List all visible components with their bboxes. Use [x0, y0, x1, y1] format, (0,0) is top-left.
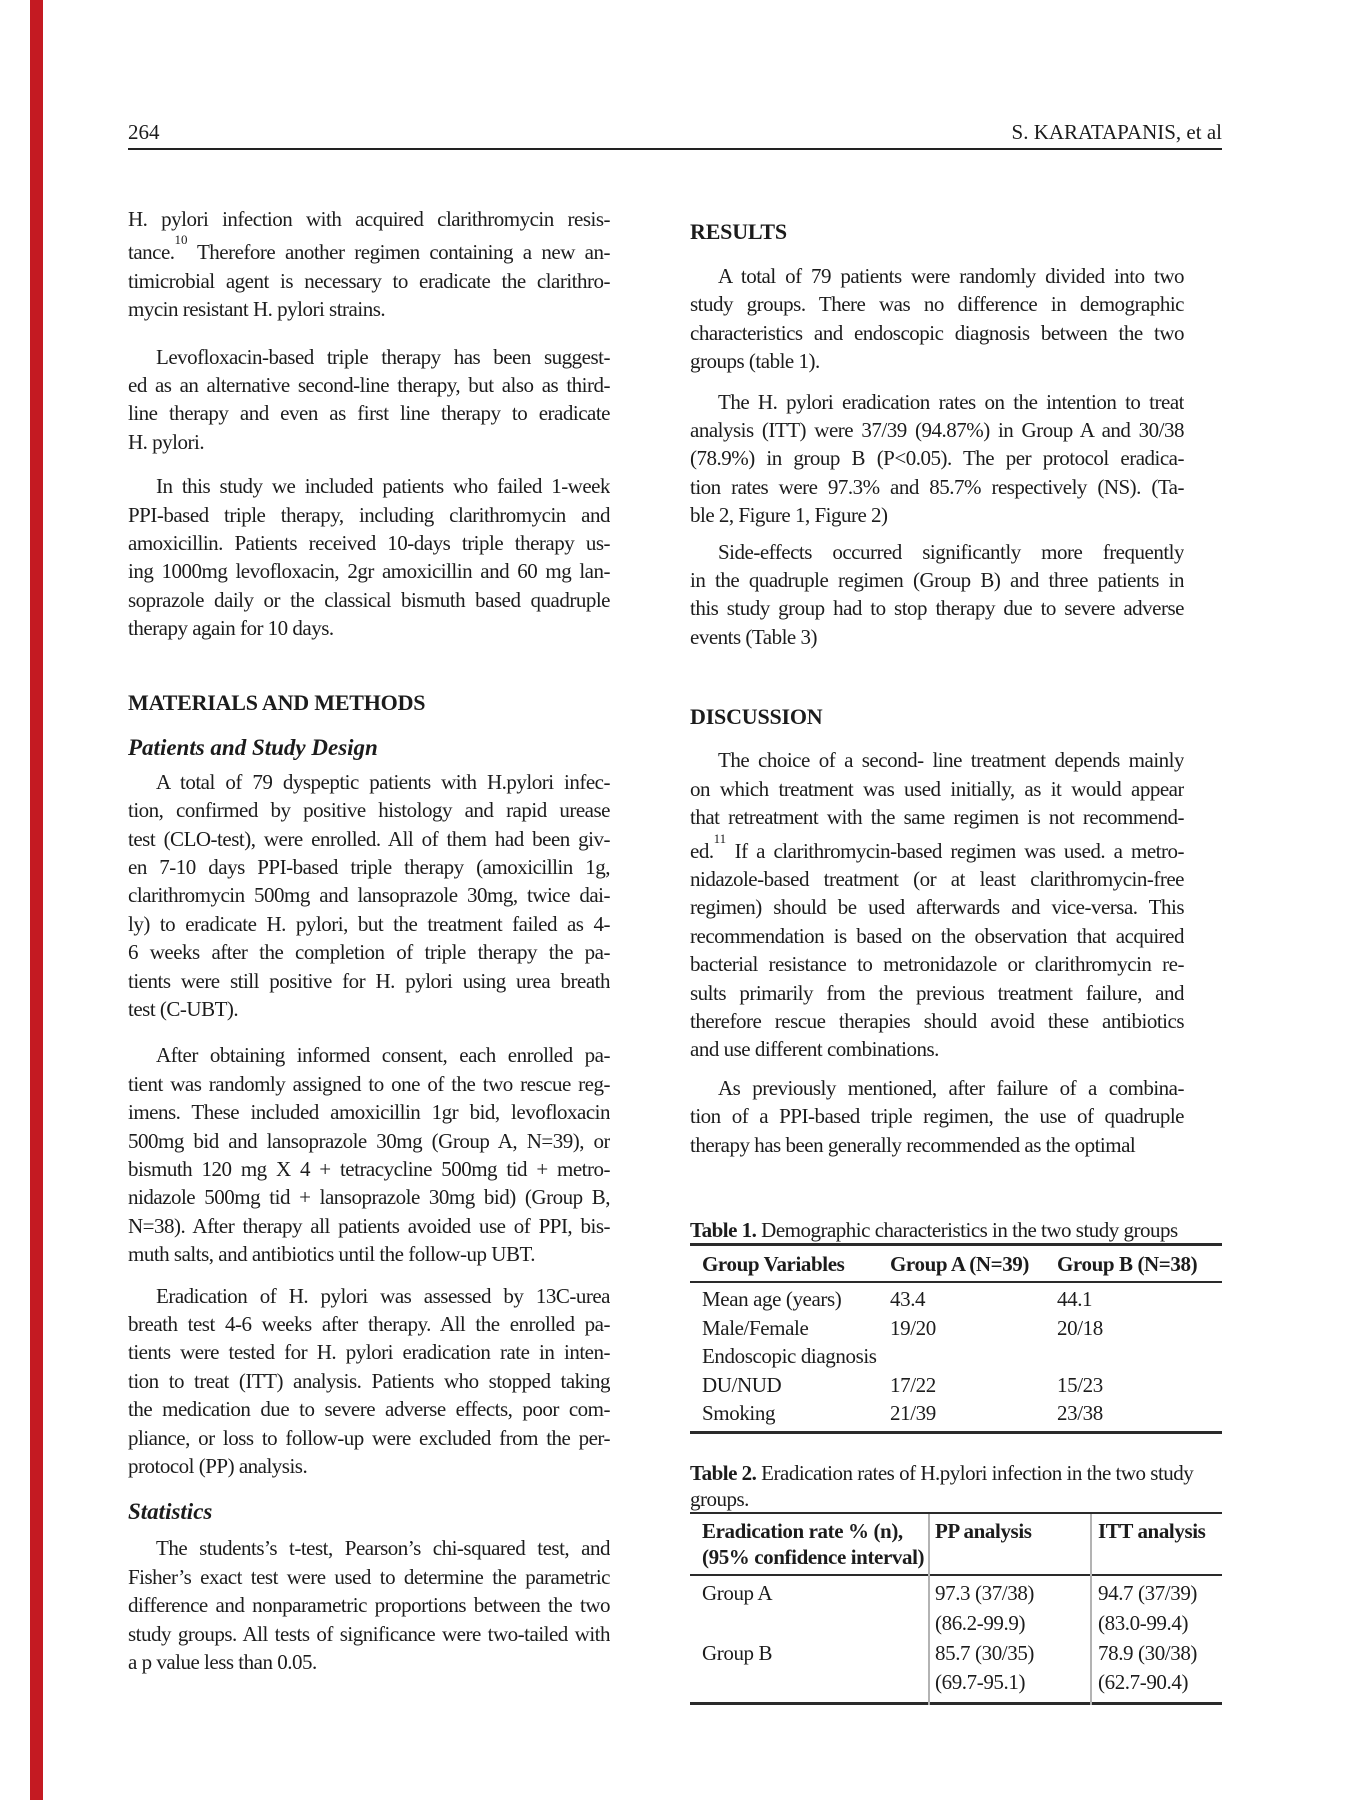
text-line: tance.$^{10}$ Therefore another regimen containing a new an-: [128, 233, 610, 265]
text-line: nidazole-based treatment (or at least clarithromycin-free: [690, 866, 1184, 891]
table-1-caption: Table 1. Demographic characteristics in the two study groups: [690, 1217, 1178, 1242]
table-1: [690, 1217, 1222, 1434]
text-line: sults primarily from the previous treatment failure, and: [690, 980, 1184, 1005]
running-head: S. KARATAPANIS, et al: [1011, 120, 1222, 144]
table-row: Smoking 21/39 23/38: [702, 1401, 1103, 1425]
section-heading: RESULTS: [690, 219, 787, 244]
text-line: bacterial resistance to metronidazole or clarithromycin re-: [690, 952, 1184, 977]
text-line: line therapy and even as first line therapy to eradicate: [128, 401, 610, 426]
text-line: tient was randomly assigned to one of the two rescue reg-: [128, 1071, 610, 1096]
text-line: tion, confirmed by positive histology and rapid urease: [128, 798, 610, 823]
text-line: timicrobial agent is necessary to eradicate the clarithro-: [128, 268, 610, 293]
page-header: [128, 114, 1222, 150]
paragraph: [690, 388, 1184, 530]
text-line: pliance, or loss to follow-up were excluded from the per-: [128, 1425, 610, 1450]
paragraph: [128, 768, 610, 1024]
text-line: clarithromycin 500mg and lansoprazole 30mg, twice dai-: [128, 883, 610, 908]
table-2-header-row: [690, 1514, 1222, 1576]
paragraph: [690, 746, 1184, 1063]
text-line: The choice of a second- line treatment depends mainly: [718, 748, 1184, 773]
table-row: Group A 97.3 (37/38) 94.7 (37/39): [702, 1581, 1198, 1606]
table-row: Endoscopic diagnosis: [702, 1344, 877, 1369]
table-1-header-row: [690, 1243, 1222, 1283]
text-line: a p value less than 0.05.: [128, 1650, 317, 1675]
paragraph: [690, 1074, 1184, 1159]
text-line: Eradication of H. pylori was assessed by 13C-urea: [156, 1283, 610, 1308]
table-2-grid: [690, 1512, 1222, 1704]
text-line: recommendation is based on the observation that acquired: [690, 923, 1184, 948]
text-line: tion to treat (ITT) analysis. Patients who stopped taking: [128, 1368, 610, 1393]
paragraph: [690, 538, 1184, 652]
table-row: (86.2-99.9) (83.0-99.4): [935, 1611, 1189, 1635]
text-line: test (C-UBT).: [128, 996, 239, 1021]
paragraph: [128, 343, 610, 457]
text-line: ing 1000mg levofloxacin, 2gr amoxicillin and 60 mg lan-: [128, 559, 610, 584]
text-line: The H. pylori eradication rates on the intention to treat: [718, 389, 1184, 414]
text-line: that retreatment with the same regimen is not recommend-: [690, 805, 1184, 830]
text-line: The students’s t-test, Pearson’s chi-squared test, and: [156, 1536, 610, 1561]
table-1-body: [690, 1283, 1222, 1434]
text-line: Side-effects occurred significantly more frequently: [718, 539, 1184, 564]
text-line: mycin resistant H. pylori strains.: [128, 297, 386, 322]
text-line: Levofloxacin-based triple therapy has been suggest-: [156, 344, 610, 369]
text-line: in the quadruple regimen (Group B) and three patients in: [690, 568, 1184, 593]
table-2-header: ITT analysis: [1098, 1519, 1206, 1544]
table-1-header: Group Variables: [702, 1251, 845, 1276]
text-line: study groups. All tests of significance were two-tailed with: [128, 1621, 610, 1646]
text-line: difference and nonparametric proportions between the two: [128, 1593, 610, 1618]
sub-heading: Patients and Study Design: [128, 734, 378, 760]
text-line: ly) to eradicate H. pylori, but the treatment failed as 4-: [128, 911, 610, 936]
text-line: ed as an alternative second-line therapy, but also as third-: [128, 373, 610, 398]
text-line: on which treatment was used initially, as it would appear: [690, 776, 1184, 801]
table-row: (69.7-95.1) (62.7-90.4): [935, 1670, 1189, 1695]
text-line: imens. These included amoxicillin 1gr bid, levofloxacin: [128, 1100, 610, 1125]
text-line: PPI-based triple therapy, including clarithromycin and: [128, 502, 610, 527]
text-line: bismuth 120 mg X 4 + tetracycline 500mg tid + metro-: [128, 1156, 610, 1181]
table-2-caption-line2: groups.: [690, 1487, 749, 1512]
text-line: test (CLO-test), were enrolled. All of them had been giv-: [128, 826, 610, 851]
text-line: ble 2, Figure 1, Figure 2): [690, 503, 888, 528]
text-line: N=38). After therapy all patients avoided use of PPI, bis-: [128, 1213, 610, 1238]
table-2-body: [690, 1576, 1222, 1704]
text-line: analysis (ITT) were 37/39 (94.87%) in Group A and 30/38: [690, 418, 1184, 443]
red-accent-bar: [30, 0, 43, 1800]
text-line: tients were tested for H. pylori eradication rate in inten-: [128, 1340, 610, 1365]
table-row: Male/Female 19/20 20/18: [702, 1315, 1103, 1340]
text-line: 6 weeks after the completion of triple therapy the pa-: [128, 940, 610, 965]
page-number: 264: [128, 120, 160, 144]
table-row: Group B 85.7 (30/35) 78.9 (30/38): [702, 1640, 1198, 1665]
text-line: After obtaining informed consent, each enrolled pa-: [156, 1043, 610, 1068]
right-column: [690, 205, 1222, 1705]
section-heading: DISCUSSION: [690, 704, 823, 730]
text-line: groups (table 1).: [690, 349, 820, 374]
table-1-header: Group B (N=38): [1057, 1251, 1198, 1276]
sub-heading: Statistics: [128, 1499, 213, 1525]
column-divider: [928, 1514, 930, 1704]
text-line: characteristics and endoscopic diagnosis between the two: [690, 320, 1184, 345]
table-1-header: Group A (N=39): [890, 1251, 1030, 1276]
text-line: amoxicillin. Patients received 10-days triple therapy us-: [128, 531, 610, 556]
text-line: Fisher’s exact test were used to determine the parametric: [128, 1564, 610, 1589]
text-line: regimen) should be used afterwards and vice-versa. This: [690, 895, 1184, 920]
text-line: en 7-10 days PPI-based triple therapy (amoxicillin 1g,: [128, 854, 610, 879]
text-line: and use different combinations.: [690, 1037, 939, 1062]
section-heading: MATERIALS AND METHODS: [128, 689, 426, 715]
text-line: tion rates were 97.3% and 85.7% respectively (NS). (Ta-: [690, 474, 1184, 499]
table-2: [690, 1460, 1222, 1704]
paragraph: [128, 1534, 610, 1676]
table-row: DU/NUD 17/22 15/23: [702, 1372, 1103, 1397]
text-line: H. pylori.: [128, 429, 205, 454]
paragraph: [128, 472, 610, 642]
paragraph: [128, 1041, 610, 1268]
left-column: [128, 205, 610, 1676]
text-line: H. pylori infection with acquired clarithromycin resis-: [128, 207, 610, 231]
text-line: nidazole 500mg tid + lansoprazole 30mg bid) (Group B,: [128, 1185, 610, 1210]
table-2-header: PP analysis: [935, 1519, 1032, 1544]
text-line: (78.9%) in group B (P<0.05). The per protocol eradica-: [690, 446, 1184, 471]
text-line: tients were still positive for H. pylori using urea breath: [128, 968, 610, 993]
text-line: In this study we included patients who failed 1-week: [156, 474, 610, 499]
text-line: tion of a PPI-based triple regimen, the use of quadruple: [690, 1104, 1184, 1129]
text-line: A total of 79 patients were randomly divided into two: [718, 264, 1184, 288]
text-line: A total of 79 dyspeptic patients with H.pylori infec-: [156, 769, 610, 794]
paragraph: [128, 205, 610, 324]
text-line: breath test 4-6 weeks after therapy. All the enrolled pa-: [128, 1312, 610, 1336]
paragraph: [128, 1282, 610, 1481]
text-line: therapy again for 10 days.: [128, 616, 334, 641]
text-line: 500mg bid and lansoprazole 30mg (Group A, N=39), or: [128, 1128, 610, 1153]
text-line: study groups. There was no difference in demographic: [690, 292, 1184, 317]
table-2-caption: Table 2. Eradication rates of H.pylori infection in the two study: [690, 1461, 1194, 1486]
text-line: therefore rescue therapies should avoid these antibiotics: [690, 1008, 1184, 1033]
text-line: the medication due to severe adverse effects, poor com-: [128, 1397, 610, 1422]
paragraph: [690, 262, 1184, 376]
text-line: this study group had to stop therapy due to severe adverse: [690, 596, 1184, 621]
text-line: events (Table 3): [690, 624, 817, 649]
text-line: therapy has been generally recommended as the optimal: [690, 1132, 1136, 1157]
text-line: ed.$^{11}$ If a clarithromycin-based regimen was used. a metro-: [690, 831, 1184, 863]
text-line: protocol (PP) analysis.: [128, 1454, 308, 1479]
text-line: muth salts, and antibiotics until the follow-up UBT.: [128, 1242, 535, 1267]
column-divider: [1090, 1514, 1092, 1704]
text-line: soprazole daily or the classical bismuth based quadruple: [128, 587, 610, 612]
table-2-header: Eradication rate % (n), (95% confidence interval): [702, 1519, 925, 1570]
text-line: As previously mentioned, after failure of a combina-: [718, 1075, 1184, 1100]
table-row: Mean age (years) 43.4 44.1: [702, 1287, 1093, 1312]
